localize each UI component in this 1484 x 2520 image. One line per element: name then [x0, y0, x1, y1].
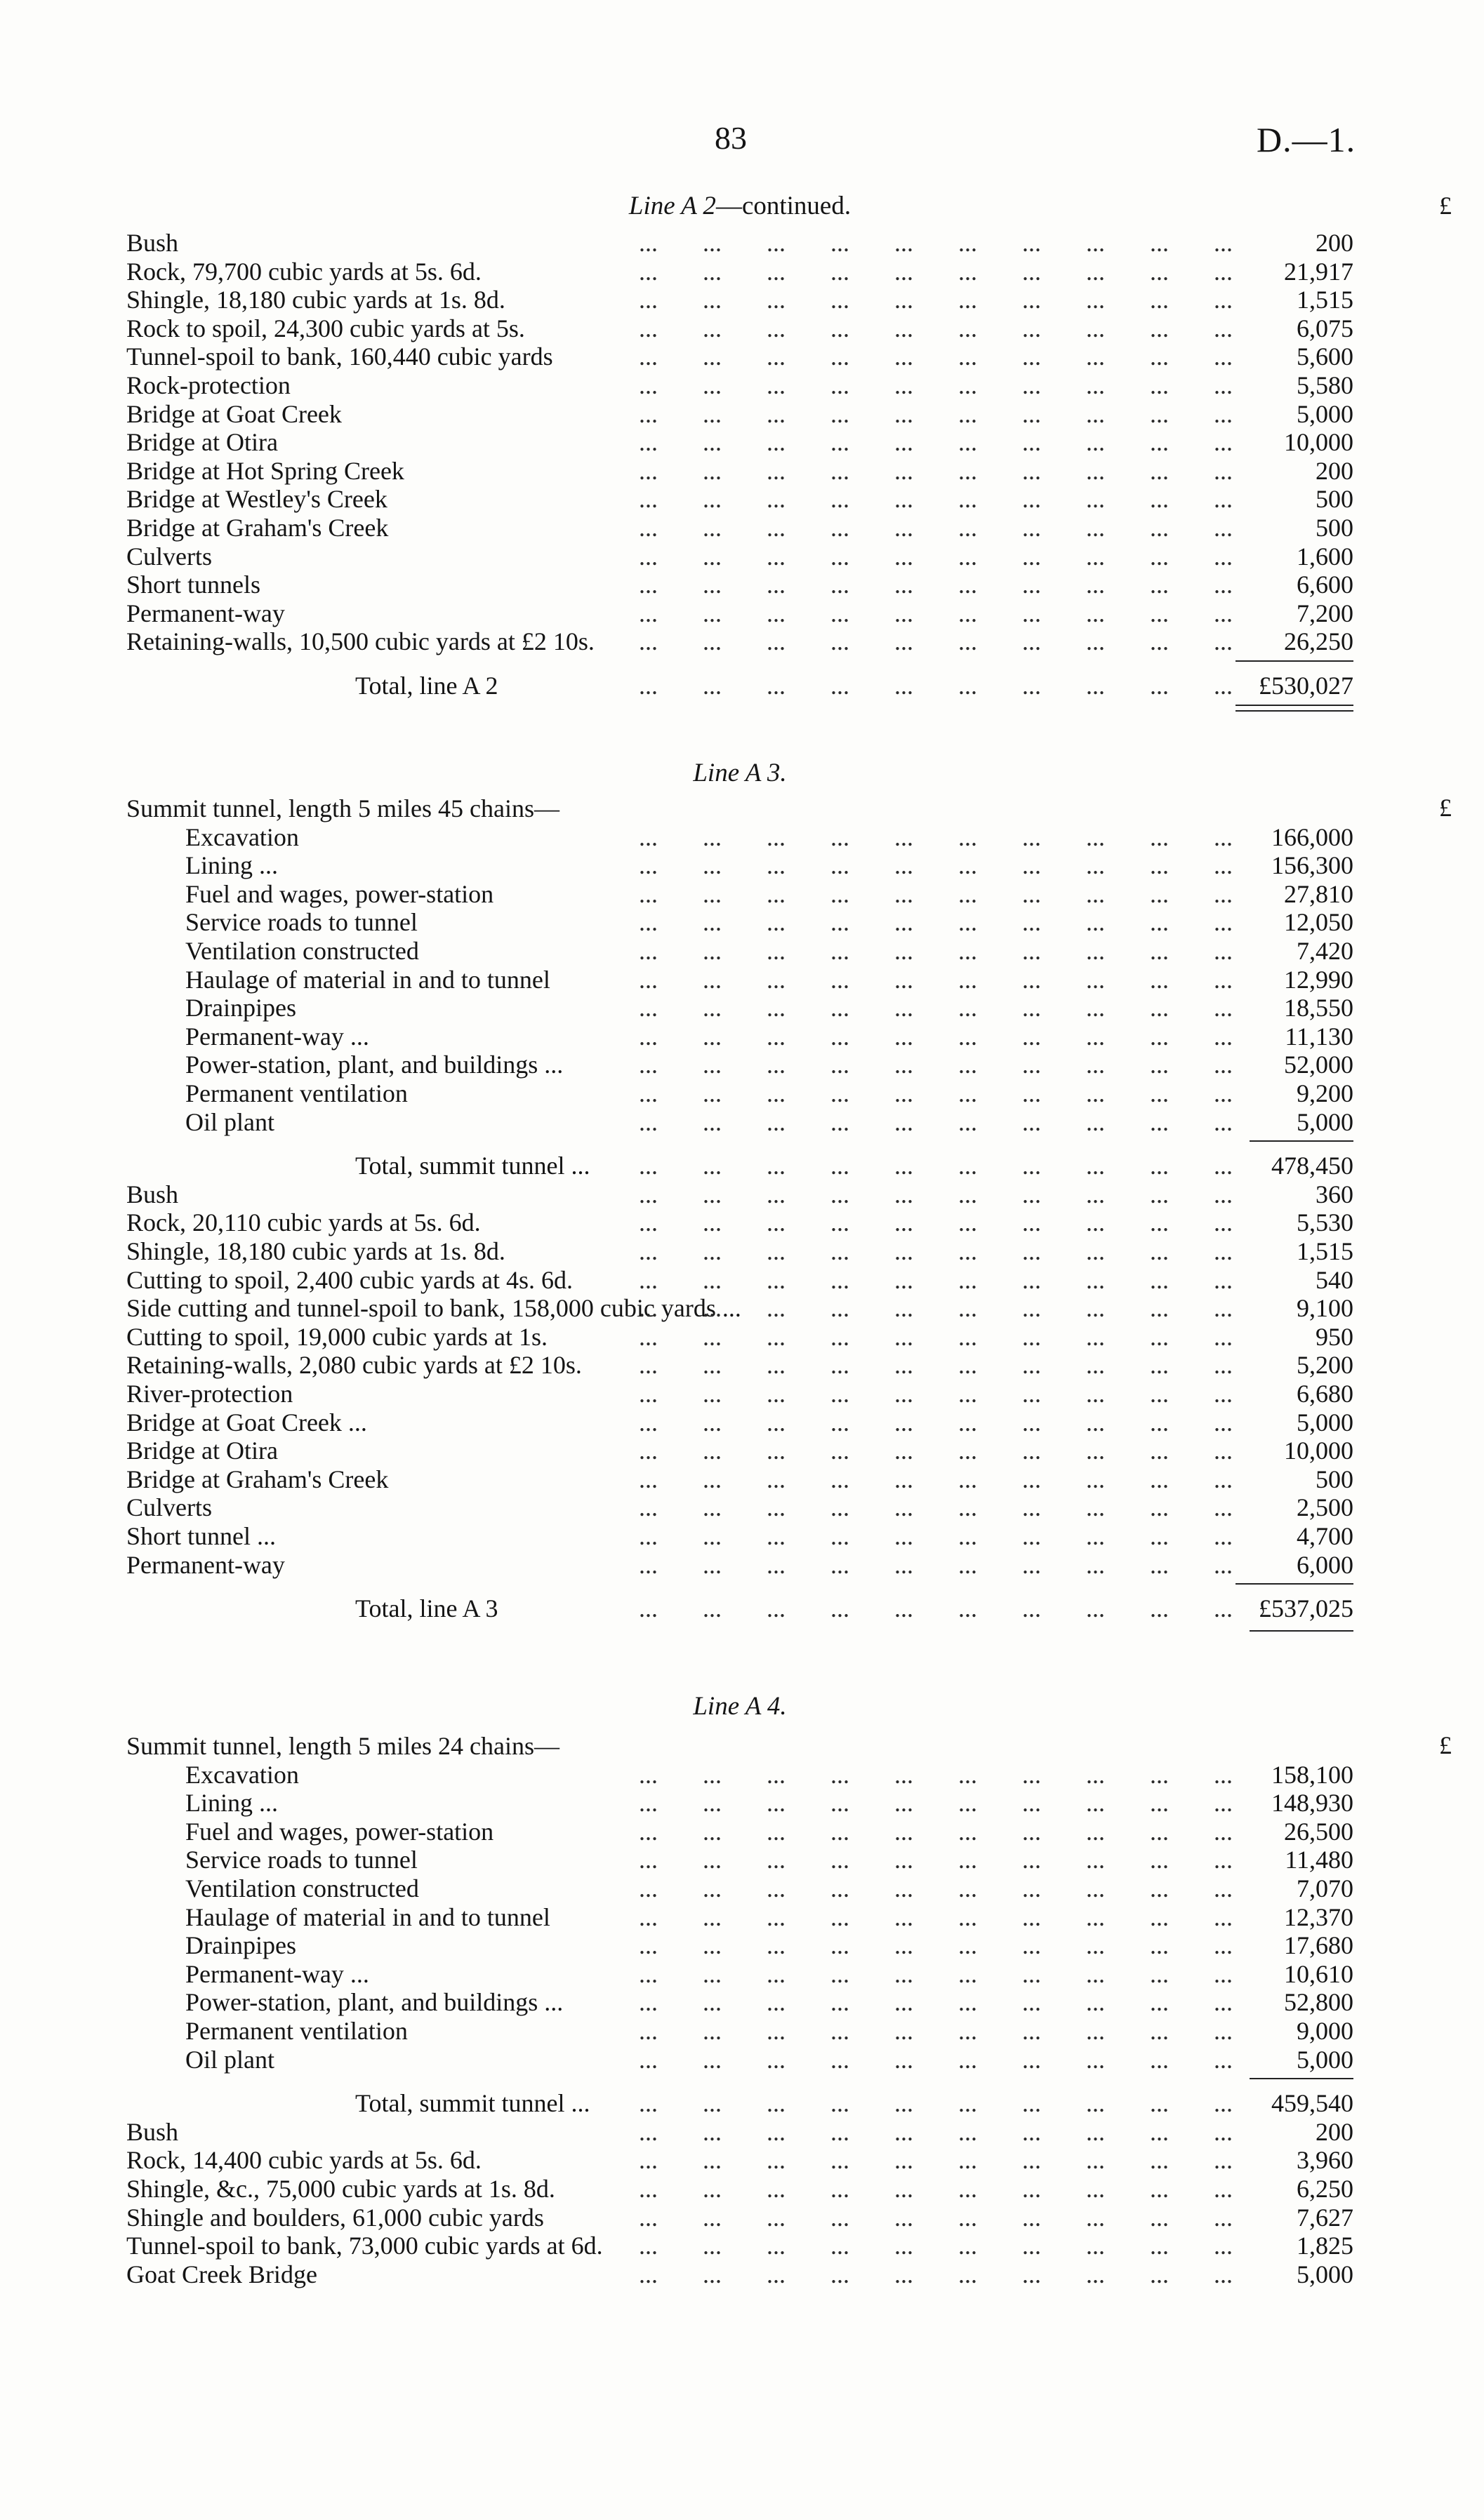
leader-dots: ... ... ... ... ... ... ... ... ... ... [639, 1022, 1233, 1051]
document-reference: D.—1. [1257, 120, 1356, 159]
line-item-amount: 21,917 [1284, 258, 1353, 286]
leader-dots: ... ... ... ... ... ... ... ... ... ... [639, 229, 1233, 257]
leader-dots: ... ... ... ... ... ... ... ... ... ... [639, 314, 1233, 342]
tunnel-total [126, 1152, 1353, 1180]
line-item-label: Rock, 20,110 cubic yards at 5s. 6d. [126, 1208, 481, 1236]
line-item-amount: 5,000 [1297, 2046, 1353, 2074]
line-item-label: Rock, 14,400 cubic yards at 5s. 6d. [126, 2146, 482, 2174]
line-item-amount: 6,600 [1297, 571, 1353, 599]
leader-dots: ... ... ... ... ... ... ... ... ... ... [639, 400, 1233, 428]
tunnel-heading [126, 1732, 1353, 1760]
line-item-amount: 9,200 [1297, 1079, 1353, 1107]
line-item-amount: 540 [1316, 1266, 1353, 1294]
line-item-label: Goat Creek Bridge [126, 2260, 317, 2288]
leader-dots: ... ... ... ... ... ... ... ... ... ... [639, 851, 1233, 879]
line-item-amount: 26,500 [1284, 1818, 1353, 1846]
leader-dots: ... ... ... ... ... ... ... ... ... ... [639, 1594, 1233, 1622]
line-item-amount: 5,200 [1297, 1351, 1353, 1379]
leader-dots: ... ... ... ... ... ... ... ... ... ... [639, 1380, 1233, 1408]
line-item [126, 514, 1353, 542]
leader-dots: ... ... ... ... ... ... ... ... ... ... [639, 2146, 1233, 2174]
section-title-text: Line A 2 [628, 192, 716, 220]
line-item [126, 258, 1353, 286]
leader-dots: ... ... ... ... ... ... ... ... ... ... [639, 286, 1233, 314]
line-item [126, 371, 1353, 399]
line-item [126, 342, 1353, 371]
line-item-amount: 1,515 [1297, 286, 1353, 314]
line-item [126, 314, 1353, 342]
line-item-label: Bridge at Otira [126, 428, 278, 456]
line-item [126, 1323, 1353, 1351]
leader-dots: ... ... ... ... ... ... ... ... ... ... [639, 1079, 1233, 1107]
line-item-amount: 500 [1316, 485, 1353, 513]
leader-dots: ... ... ... ... ... ... ... ... ... ... [639, 2046, 1233, 2074]
line-item-amount: 6,250 [1297, 2175, 1353, 2203]
line-item-amount: 500 [1316, 1465, 1353, 1493]
line-item-amount: 26,250 [1284, 627, 1353, 655]
line-item-label: Shingle, &c., 75,000 cubic yards at 1s. 8d. [126, 2175, 555, 2203]
line-item-label: Tunnel-spoil to bank, 160,440 cubic yards [126, 342, 553, 371]
leader-dots: ... ... ... ... ... ... ... ... ... ... [639, 1846, 1233, 1874]
rule-line [1235, 710, 1353, 712]
leader-dots: ... ... ... ... ... ... ... ... ... ... [639, 1323, 1233, 1351]
line-item-label: Cutting to spoil, 19,000 cubic yards at 1s. [126, 1323, 548, 1351]
leader-dots: ... ... ... ... ... ... ... ... ... ... [639, 2232, 1233, 2260]
line-item-label: Total, line A 2 [355, 672, 498, 700]
tunnel-line-item [126, 1022, 1353, 1051]
tunnel-line-item [126, 1931, 1353, 1959]
line-item-label: Bridge at Graham's Creek [126, 514, 389, 542]
leader-dots: ... ... ... ... ... ... ... ... ... ... [639, 1960, 1233, 1988]
tunnel-line-item [126, 1108, 1353, 1136]
line-item-label: Bridge at Westley's Creek [126, 485, 387, 513]
line-item-amount: 4,700 [1297, 1522, 1353, 1550]
line-item-label: Oil plant [185, 2046, 274, 2074]
tunnel-total [126, 2089, 1353, 2117]
section-title-text: Line A 4. [693, 1692, 787, 1721]
line-item-label: Oil plant [185, 1108, 274, 1136]
line-item [126, 229, 1353, 257]
line-item-amount: 5,000 [1297, 400, 1353, 428]
line-item-amount: 200 [1316, 457, 1353, 485]
line-item-label: Bush [126, 229, 179, 257]
line-item-amount: 2,500 [1297, 1493, 1353, 1521]
leader-dots: ... ... ... ... ... ... ... ... ... ... [639, 571, 1233, 599]
tunnel-line-item [126, 1818, 1353, 1846]
leader-dots: ... ... ... ... ... ... ... ... ... ... [639, 371, 1233, 399]
line-item-label: Rock-protection [126, 371, 291, 399]
leader-dots: ... ... ... ... ... ... ... ... ... ... [639, 1465, 1233, 1493]
tunnel-line-item [126, 937, 1353, 965]
line-item-amount: 5,000 [1297, 2260, 1353, 2288]
line-item-label: Permanent-way [126, 1551, 285, 1579]
leader-dots: ... ... ... ... ... ... ... ... ... ... [639, 1294, 1233, 1322]
tunnel-line-item [126, 1988, 1353, 2016]
line-item-amount: 5,580 [1297, 371, 1353, 399]
line-item-amount: 1,825 [1297, 2232, 1353, 2260]
line-item [126, 599, 1353, 627]
line-item-label: Permanent ventilation [185, 1079, 408, 1107]
line-item [126, 1380, 1353, 1408]
line-item-amount: 7,627 [1297, 2204, 1353, 2232]
line-item-amount: 6,075 [1297, 314, 1353, 342]
line-item-amount: 12,990 [1284, 966, 1353, 994]
line-item-amount: £530,027 [1259, 672, 1353, 700]
line-item [126, 1237, 1353, 1265]
line-item-label: Excavation [185, 1761, 299, 1789]
tunnel-line-item [126, 1079, 1353, 1107]
leader-dots: ... ... ... ... ... ... ... ... ... ... [639, 2175, 1233, 2203]
leader-dots: ... ... ... ... ... ... ... ... ... ... [639, 599, 1233, 627]
line-item [126, 1266, 1353, 1294]
rule-line [1250, 2078, 1353, 2079]
leader-dots: ... ... ... ... ... ... ... ... ... ... [639, 1931, 1233, 1959]
leader-dots: ... ... ... ... ... ... ... ... ... ... [639, 627, 1233, 655]
line-item-amount: 478,450 [1271, 1152, 1353, 1180]
rule-line [1235, 660, 1353, 662]
line-item-label: Haulage of material in and to tunnel [185, 966, 550, 994]
line-item-amount: 148,930 [1271, 1789, 1353, 1817]
line-item [126, 627, 1353, 655]
line-item-amount: 10,000 [1284, 1436, 1353, 1465]
line-item [126, 1208, 1353, 1236]
line-item-amount: 200 [1316, 229, 1353, 257]
line-item-label: Permanent-way ... [185, 1022, 369, 1051]
line-item-label: Permanent ventilation [185, 2017, 408, 2045]
line-item [126, 2204, 1353, 2232]
line-item-amount: 27,810 [1284, 880, 1353, 908]
leader-dots: ... ... ... ... ... ... ... ... ... ... [639, 823, 1233, 851]
line-item-amount: 7,200 [1297, 599, 1353, 627]
section-total [126, 672, 1353, 700]
section-title [126, 1691, 1353, 1721]
leader-dots: ... ... ... ... ... ... ... ... ... ... [639, 937, 1233, 965]
line-item-label: Haulage of material in and to tunnel [185, 1903, 550, 1931]
line-item-amount: 7,420 [1297, 937, 1353, 965]
line-item-label: Total, line A 3 [355, 1594, 498, 1622]
line-item-label: Rock, 79,700 cubic yards at 5s. 6d. [126, 258, 482, 286]
line-item-amount: 9,000 [1297, 2017, 1353, 2045]
tunnel-heading [126, 794, 1353, 822]
section-title [126, 758, 1353, 788]
leader-dots: ... ... ... ... ... ... ... ... ... ... [639, 1903, 1233, 1931]
line-item-label: Total, summit tunnel ... [355, 2089, 590, 2117]
leader-dots: ... ... ... ... ... ... ... ... ... ... [639, 1761, 1233, 1789]
leader-dots: ... ... ... ... ... ... ... ... ... ... [639, 1493, 1233, 1521]
line-item [126, 286, 1353, 314]
tunnel-line-item [126, 1846, 1353, 1874]
tunnel-line-item [126, 1761, 1353, 1789]
rule-line [1235, 1583, 1353, 1585]
leader-dots: ... ... ... ... ... ... ... ... ... ... [639, 1436, 1233, 1465]
line-item-amount: 156,300 [1271, 851, 1353, 879]
line-item [126, 1351, 1353, 1379]
rule-line [1250, 1630, 1353, 1632]
line-item [126, 2232, 1353, 2260]
leader-dots: ... ... ... ... ... ... ... ... ... ... [639, 1522, 1233, 1550]
line-item-label: Lining ... [185, 851, 278, 879]
line-item [126, 1493, 1353, 1521]
line-item-label: Ventilation constructed [185, 937, 419, 965]
line-item-label: Bridge at Graham's Creek [126, 1465, 389, 1493]
line-item [126, 485, 1353, 513]
rule-line [1235, 705, 1353, 706]
line-item-label: Drainpipes [185, 994, 296, 1022]
line-item [126, 2146, 1353, 2174]
line-item-amount: 11,130 [1285, 1022, 1353, 1051]
leader-dots: ... ... ... ... ... ... ... ... ... ... [639, 672, 1233, 700]
tunnel-heading-text: Summit tunnel, length 5 miles 24 chains— [126, 1732, 559, 1760]
line-item-label: Total, summit tunnel ... [355, 1152, 590, 1180]
line-item [126, 1180, 1353, 1208]
line-item-label: Power-station, plant, and buildings ... [185, 1988, 564, 2016]
line-item-label: Fuel and wages, power-station [185, 1818, 494, 1846]
line-item-label: Tunnel-spoil to bank, 73,000 cubic yards at 6d. [126, 2232, 603, 2260]
tunnel-line-item [126, 1789, 1353, 1817]
line-item-amount: 10,000 [1284, 428, 1353, 456]
leader-dots: ... ... ... ... ... ... ... ... ... ... [639, 1237, 1233, 1265]
currency-symbol: £ [1439, 794, 1452, 822]
line-item-amount: 200 [1316, 2118, 1353, 2146]
tunnel-line-item [126, 1903, 1353, 1931]
line-item-amount: 3,960 [1297, 2146, 1353, 2174]
line-item-label: Retaining-walls, 2,080 cubic yards at £2 10s. [126, 1351, 582, 1379]
line-item-amount: 9,100 [1297, 1294, 1353, 1322]
line-item-amount: 1,515 [1297, 1237, 1353, 1265]
line-item-label: Cutting to spoil, 2,400 cubic yards at 4s. 6d. [126, 1266, 573, 1294]
line-item-amount: 6,000 [1297, 1551, 1353, 1579]
line-item-amount: 950 [1316, 1323, 1353, 1351]
line-item-amount: 166,000 [1271, 823, 1353, 851]
leader-dots: ... ... ... ... ... ... ... ... ... ... [639, 1988, 1233, 2016]
line-item-label: Bridge at Hot Spring Creek [126, 457, 404, 485]
line-item [126, 2260, 1353, 2288]
leader-dots: ... ... ... ... ... ... ... ... ... ... [639, 1180, 1233, 1208]
line-item-amount: 52,000 [1284, 1051, 1353, 1079]
tunnel-line-item [126, 823, 1353, 851]
line-item [126, 1436, 1353, 1465]
line-item-amount: 5,530 [1297, 1208, 1353, 1236]
leader-dots: ... ... ... ... ... ... ... ... ... ... [639, 1789, 1233, 1817]
line-item [126, 542, 1353, 571]
line-item-label: Power-station, plant, and buildings ... [185, 1051, 564, 1079]
line-item-label: Bridge at Goat Creek ... [126, 1408, 367, 1436]
section-title-suffix: —continued. [715, 192, 852, 220]
line-item-amount: 500 [1316, 514, 1353, 542]
line-item-label: River-protection [126, 1380, 293, 1408]
section-title-text: Line A 3. [693, 759, 787, 787]
leader-dots: ... ... ... ... ... ... ... ... ... ... [639, 908, 1233, 936]
line-item-label: Rock to spoil, 24,300 cubic yards at 5s. [126, 314, 525, 342]
line-item-label: Culverts [126, 542, 212, 571]
line-item-label: Bridge at Goat Creek [126, 400, 342, 428]
line-item-amount: 5,000 [1297, 1408, 1353, 1436]
leader-dots: ... ... ... ... ... ... ... ... ... ... [639, 2260, 1233, 2288]
leader-dots: ... ... ... ... ... ... ... ... ... ... [639, 1408, 1233, 1436]
leader-dots: ... ... ... ... ... ... ... ... ... ... [639, 457, 1233, 485]
currency-symbol: £ [1439, 1731, 1452, 1759]
line-item-label: Excavation [185, 823, 299, 851]
line-item-amount: 10,610 [1284, 1960, 1353, 1988]
line-item-label: Drainpipes [185, 1931, 296, 1959]
tunnel-heading-text: Summit tunnel, length 5 miles 45 chains— [126, 794, 559, 822]
line-item-amount: 17,680 [1284, 1931, 1353, 1959]
leader-dots: ... ... ... ... ... ... ... ... ... ... [639, 1266, 1233, 1294]
line-item-amount: 6,680 [1297, 1380, 1353, 1408]
leader-dots: ... ... ... ... ... ... ... ... ... ... [639, 1208, 1233, 1236]
line-item [126, 571, 1353, 599]
line-item-label: Ventilation constructed [185, 1874, 419, 1902]
line-item [126, 2175, 1353, 2203]
section-total [126, 1594, 1353, 1622]
line-item-label: Permanent-way [126, 599, 285, 627]
tunnel-line-item [126, 851, 1353, 879]
line-item-label: Shingle, 18,180 cubic yards at 1s. 8d. [126, 286, 505, 314]
leader-dots: ... ... ... ... ... ... ... ... ... ... [639, 428, 1233, 456]
line-item-label: Bush [126, 2118, 179, 2146]
page-number: 83 [715, 120, 747, 156]
currency-symbol: £ [1439, 192, 1452, 220]
line-item-amount: 5,000 [1297, 1108, 1353, 1136]
tunnel-line-item [126, 1874, 1353, 1902]
line-item-amount: 12,370 [1284, 1903, 1353, 1931]
line-item [126, 457, 1353, 485]
line-item-label: Bush [126, 1180, 179, 1208]
tunnel-line-item [126, 1051, 1353, 1079]
line-item-label: Shingle, 18,180 cubic yards at 1s. 8d. [126, 1237, 505, 1265]
leader-dots: ... ... ... ... ... ... ... ... ... ... [639, 1051, 1233, 1079]
line-item [126, 1522, 1353, 1550]
line-item-label: Short tunnel ... [126, 1522, 276, 1550]
line-item [126, 2118, 1353, 2146]
tunnel-line-item [126, 908, 1353, 936]
leader-dots: ... ... ... ... ... ... ... ... ... ... [639, 1351, 1233, 1379]
leader-dots: ... ... ... ... ... ... ... ... ... ... [639, 1551, 1233, 1579]
line-item-label: Side cutting and tunnel-spoil to bank, 158,000 cubic yards ... [126, 1294, 741, 1322]
leader-dots: ... ... ... ... ... ... ... ... ... ... [639, 2017, 1233, 2045]
tunnel-line-item [126, 2017, 1353, 2045]
line-item-amount: 18,550 [1284, 994, 1353, 1022]
line-item-label: Permanent-way ... [185, 1960, 369, 1988]
line-item-amount: 12,050 [1284, 908, 1353, 936]
line-item-label: Service roads to tunnel [185, 1846, 418, 1874]
leader-dots: ... ... ... ... ... ... ... ... ... ... [639, 485, 1233, 513]
rule-line [1250, 1140, 1353, 1142]
tunnel-line-item [126, 966, 1353, 994]
line-item-label: Fuel and wages, power-station [185, 880, 494, 908]
line-item [126, 1294, 1353, 1322]
line-item-amount: 360 [1316, 1180, 1353, 1208]
section-title [126, 191, 1353, 221]
line-item-label: Retaining-walls, 10,500 cubic yards at £2 10s. [126, 627, 595, 655]
line-item-label: Shingle and boulders, 61,000 cubic yards [126, 2204, 544, 2232]
tunnel-line-item [126, 2046, 1353, 2074]
line-item [126, 400, 1353, 428]
leader-dots: ... ... ... ... ... ... ... ... ... ... [639, 1152, 1233, 1180]
line-item-amount: £537,025 [1259, 1594, 1353, 1622]
line-item [126, 1465, 1353, 1493]
line-item-label: Lining ... [185, 1789, 278, 1817]
tunnel-line-item [126, 880, 1353, 908]
leader-dots: ... ... ... ... ... ... ... ... ... ... [639, 514, 1233, 542]
tunnel-line-item [126, 1960, 1353, 1988]
line-item-amount: 1,600 [1297, 542, 1353, 571]
line-item-amount: 11,480 [1285, 1846, 1353, 1874]
leader-dots: ... ... ... ... ... ... ... ... ... ... [639, 1108, 1233, 1136]
leader-dots: ... ... ... ... ... ... ... ... ... ... [639, 2204, 1233, 2232]
line-item [126, 1551, 1353, 1579]
line-item-amount: 459,540 [1271, 2089, 1353, 2117]
leader-dots: ... ... ... ... ... ... ... ... ... ... [639, 994, 1233, 1022]
leader-dots: ... ... ... ... ... ... ... ... ... ... [639, 880, 1233, 908]
leader-dots: ... ... ... ... ... ... ... ... ... ... [639, 542, 1233, 571]
line-item-label: Bridge at Otira [126, 1436, 278, 1465]
line-item-label: Culverts [126, 1493, 212, 1521]
line-item-amount: 52,800 [1284, 1988, 1353, 2016]
leader-dots: ... ... ... ... ... ... ... ... ... ... [639, 2089, 1233, 2117]
leader-dots: ... ... ... ... ... ... ... ... ... ... [639, 1818, 1233, 1846]
line-item-amount: 7,070 [1297, 1874, 1353, 1902]
line-item [126, 1408, 1353, 1436]
leader-dots: ... ... ... ... ... ... ... ... ... ... [639, 2118, 1233, 2146]
line-item-amount: 5,600 [1297, 342, 1353, 371]
leader-dots: ... ... ... ... ... ... ... ... ... ... [639, 342, 1233, 371]
leader-dots: ... ... ... ... ... ... ... ... ... ... [639, 966, 1233, 994]
line-item-label: Short tunnels [126, 571, 261, 599]
tunnel-line-item [126, 994, 1353, 1022]
leader-dots: ... ... ... ... ... ... ... ... ... ... [639, 258, 1233, 286]
leader-dots: ... ... ... ... ... ... ... ... ... ... [639, 1874, 1233, 1902]
line-item [126, 428, 1353, 456]
line-item-label: Service roads to tunnel [185, 908, 418, 936]
line-item-amount: 158,100 [1271, 1761, 1353, 1789]
